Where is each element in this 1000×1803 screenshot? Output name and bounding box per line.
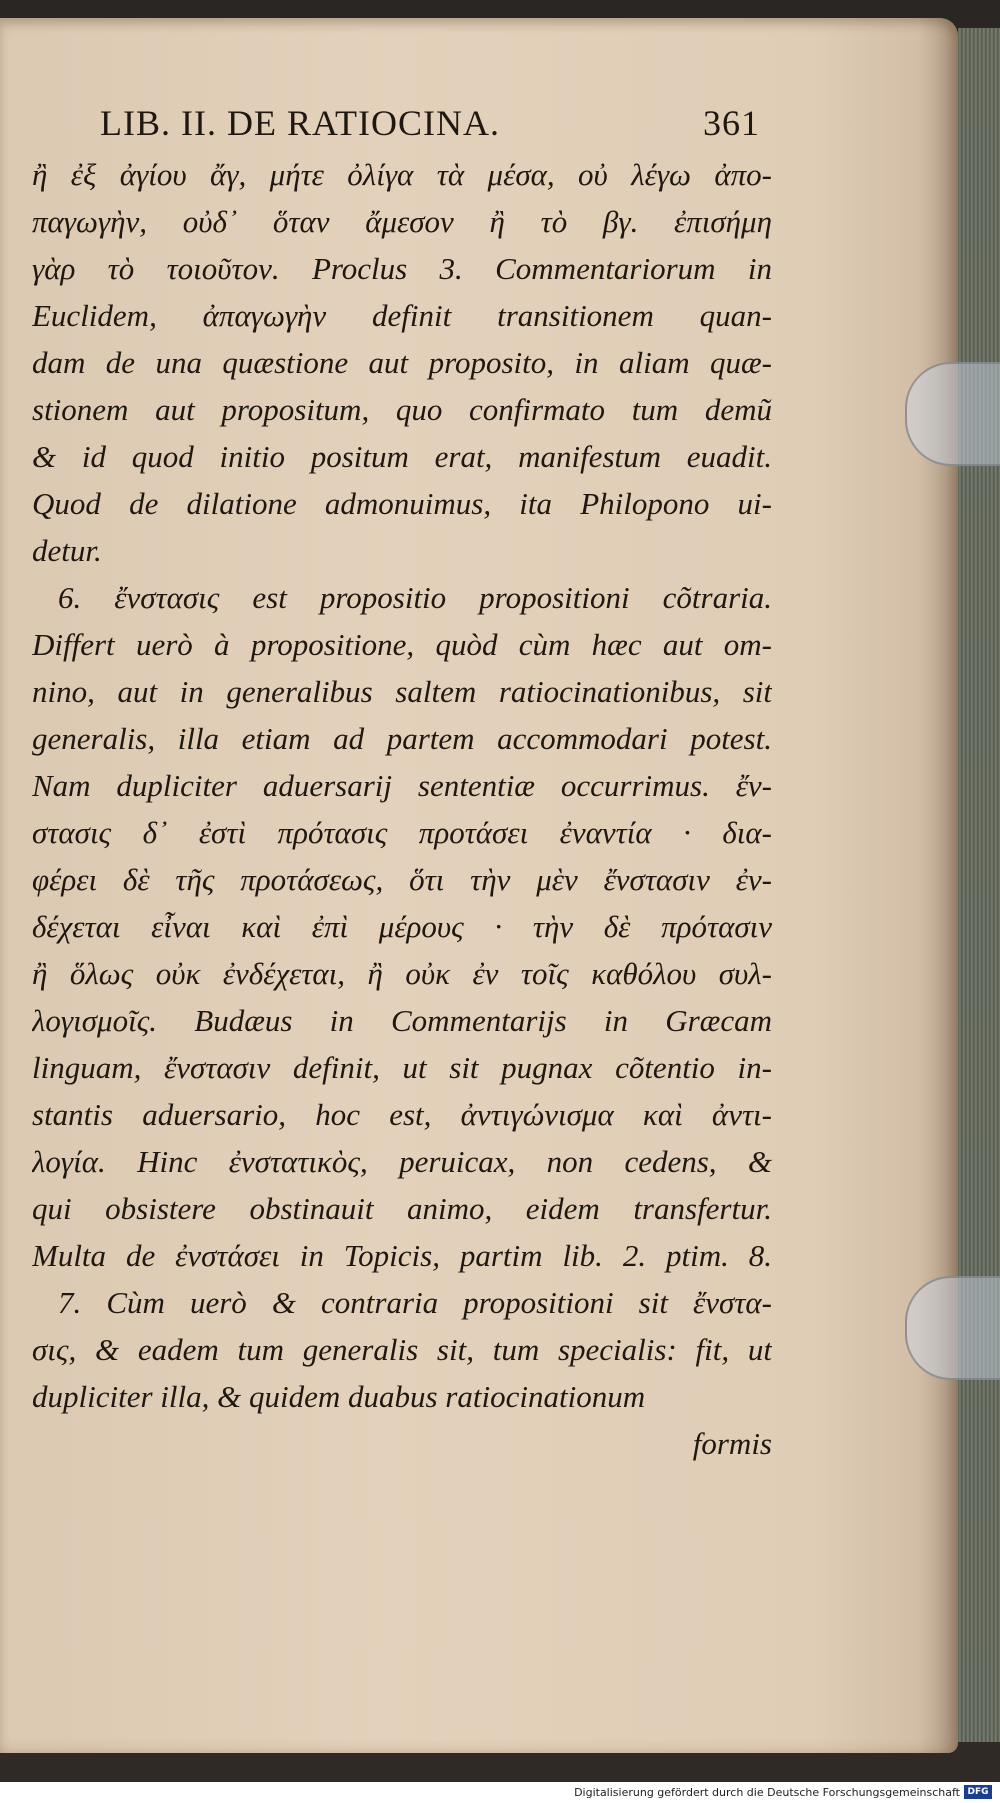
text-line: Multa de ἐνστάσει in Topicis, partim lib. 2. ptim. 8. bbox=[32, 1238, 772, 1273]
clasp-tab-lower bbox=[905, 1276, 1000, 1380]
text-line: Differt uerò à propositione, quòd cùm hæc aut om- bbox=[32, 627, 772, 662]
text-line: ἢ ἐξ ἀγίου ἄγ, μήτε ὀλίγα τὰ μέσα, οὐ λέγω ἀπο- bbox=[32, 157, 772, 192]
text-line: dam de una quæstione aut proposito, in aliam quæ- bbox=[32, 345, 772, 380]
text-line: formis bbox=[692, 1426, 772, 1461]
text-line: qui obsistere obstinauit animo, eidem transfertur. bbox=[32, 1191, 772, 1226]
dfg-logo: DFG bbox=[964, 1785, 992, 1799]
page-edge-shade bbox=[918, 18, 958, 1753]
book-page-stack bbox=[958, 28, 1000, 1748]
text-line: dupliciter illa, & quidem duabus ratiocinationum bbox=[32, 1379, 646, 1414]
clasp-tab-upper bbox=[905, 362, 1000, 466]
text-line: σις, & eadem tum generalis sit, tum specialis: fit, ut bbox=[32, 1332, 772, 1367]
text-line: Nam dupliciter aduersarij sententiæ occurrimus. ἔν- bbox=[32, 768, 772, 803]
text-line: φέρει δὲ τῆς προτάσεως, ὅτι τὴν μὲν ἔνστασιν ἐν- bbox=[32, 862, 772, 897]
text-line: stantis aduersario, hoc est, ἀντιγώνισμα καὶ ἀντι- bbox=[32, 1097, 772, 1132]
text-line: & id quod initio positum erat, manifestum euadit. bbox=[32, 439, 772, 474]
text-line: δέχεται εἶναι καὶ ἐπὶ μέρους · τὴν δὲ πρότασιν bbox=[32, 909, 772, 944]
text-line: 6. ἔνστασις est propositio propositioni cõtraria. bbox=[58, 580, 772, 615]
text-line: παγωγὴν, οὐδ᾽ ὅταν ἄμεσον ἢ τὸ βγ. ἐπισήμη bbox=[32, 204, 772, 239]
text-line: generalis, illa etiam ad partem accommodari potest. bbox=[32, 721, 772, 756]
text-line: στασις δ᾽ ἐστὶ πρότασις προτάσει ἐναντία · δια- bbox=[32, 815, 772, 850]
text-line: stionem aut propositum, quo confirmato tum demũ bbox=[32, 392, 772, 427]
running-header bbox=[100, 102, 760, 150]
text-line: γὰρ τὸ τοιοῦτον. Proclus 3. Commentariorum in bbox=[32, 251, 772, 286]
page-number: 361 bbox=[703, 103, 760, 143]
text-line: 7. Cùm uerò & contraria propositioni sit ἔνστα- bbox=[58, 1285, 772, 1320]
text-line: λογία. Hinc ἐνστατικὸς, peruicax, non cedens, & bbox=[32, 1144, 772, 1179]
text-line: detur. bbox=[32, 533, 102, 568]
text-line: nino, aut in generalibus saltem ratiocinationibus, sit bbox=[32, 674, 772, 709]
text-line: Quod de dilatione admonuimus, ita Philopono ui- bbox=[32, 486, 772, 521]
text-line: ἢ ὅλως οὐκ ἐνδέχεται, ἢ οὐκ ἐν τοῖς καθόλου συλ- bbox=[32, 956, 772, 991]
text-line: λογισμοῖς. Budæus in Commentarijs in Græcam bbox=[32, 1003, 772, 1038]
running-head-title: LIB. II. DE RATIOCINA. bbox=[100, 103, 500, 143]
digitization-credit: Digitalisierung gefördert durch die Deutsche Forschungsgemeinschaft bbox=[574, 1786, 960, 1799]
text-line: Euclidem, ἀπαγωγὴν definit transitionem quan- bbox=[32, 298, 772, 333]
text-line: linguam, ἔνστασιν definit, ut sit pugnax cõtentio in- bbox=[32, 1050, 772, 1085]
